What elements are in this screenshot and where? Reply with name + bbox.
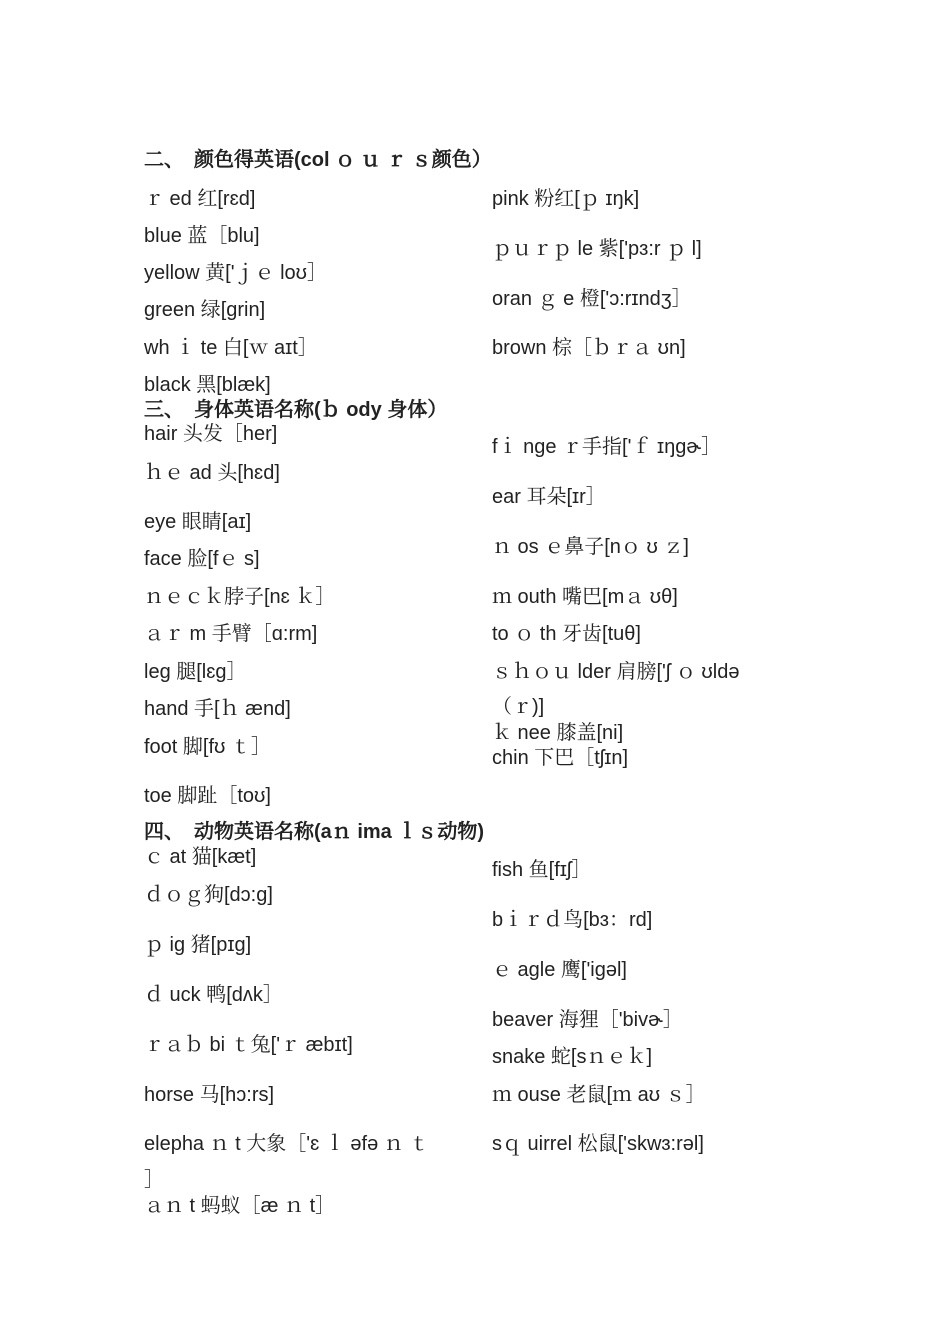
vocab-entry: sｑ uirrel 松鼠['skwɜ:rəl] [492,1133,704,1155]
vocab-entry: ｎｅｃｋ脖子[nɛ ｋ］ [144,586,336,608]
vocab-entry: ］ [144,1169,164,1191]
vocab-entry: ａｎ t 蚂蚁［æ ｎ t］ [144,1195,336,1217]
vocab-entry: ａｒ m 手臂［ɑ:rm] [144,623,318,645]
vocab-entry: ｄｏｇ狗[dɔ:g] [144,884,273,906]
vocab-entry: bｉｒｄ鸟[bɜ：rd] [492,909,653,931]
section-heading-body: 三、 身体英语名称(ｂ ody 身体） [144,399,448,421]
vocab-entry: beaver 海狸［'bivɚ］ [492,1009,683,1031]
vocab-entry: （ｒ)] [492,696,545,718]
vocab-entry: pink 粉红[ｐ ɪŋk] [492,188,640,210]
vocab-entry: blue 蓝［blu] [144,225,260,247]
vocab-entry: ｍ ouse 老鼠[ｍ aʊ ｓ］ [492,1084,706,1106]
vocab-entry: ear 耳朵[ɪr］ [492,486,606,508]
vocab-entry: face 脸[fｅ s] [144,548,260,570]
vocab-entry: yellow 黄['ｊｅ loʊ］ [144,262,327,284]
vocab-entry: wh ｉ te 白[ｗ aɪt］ [144,337,318,359]
vocab-entry: to ｏ th 牙齿[tuθ] [492,623,641,645]
vocab-entry: horse 马[hɔ:rs] [144,1084,275,1106]
vocab-entry: hand 手[ｈ ænd] [144,698,291,720]
vocab-entry: chin 下巴［tʃɪn] [492,747,629,769]
vocab-entry: ｎ os ｅ鼻子[nｏ ʊ ｚ] [492,536,689,558]
vocab-entry: ｄ uck 鸭[dʌk］ [144,984,283,1006]
vocab-entry: ｃ at 猫[kæt] [144,846,257,868]
vocab-entry: ｓｈｏｕ lder 肩膀['ʃ ｏ ʊldə [492,661,740,683]
vocab-entry: hair 头发［her] [144,423,278,445]
vocab-entry: ｐ ig 猪[pɪg] [144,934,252,956]
vocab-entry: ｅ agle 鹰['igəl] [492,959,627,981]
vocab-entry: black 黑[blæk] [144,374,271,396]
section-heading-animals: 四、 动物英语名称(aｎ ima ｌｓ动物) [144,821,485,843]
vocab-entry: ｐｕｒｐ le 紫['pɜ:r ｐ l] [492,238,702,260]
vocab-entry: ｍ outh 嘴巴[mａ ʊθ] [492,586,678,608]
vocab-entry: oran ｇ e 橙['ɔ:rɪndʒ］ [492,288,692,310]
vocab-entry: eye 眼睛[aɪ] [144,511,252,533]
vocab-entry: ｋ nee 膝盖[ni] [492,722,624,744]
vocab-entry: ｒａｂ bi ｔ兔['ｒ æbɪt] [144,1034,353,1056]
vocab-entry: ｒ ed 红[rɛd] [144,188,256,210]
section-heading-colors: 二、 颜色得英语(col ｏ ｕ ｒ ｓ颜色） [144,149,492,171]
vocab-entry: fish 鱼[fɪʃ］ [492,859,592,881]
vocab-entry: leg 腿[lɛg］ [144,661,247,683]
vocab-entry: brown 棕［ｂｒａ ʊn] [492,337,686,359]
vocab-entry: elepha ｎ t 大象［'ɛ ｌ əfə ｎ ｔ [144,1133,430,1155]
vocab-entry: ｈｅ ad 头[hɛd] [144,462,280,484]
vocab-entry: fｉ nge ｒ手指['ｆ ɪŋɡɚ］ [492,436,722,458]
vocab-entry: snake 蛇[sｎｅｋ] [492,1046,653,1068]
vocab-entry: green 绿[grin] [144,299,266,321]
vocab-entry: toe 脚趾［toʊ] [144,785,271,807]
vocab-entry: foot 脚[fʊ ｔ］ [144,736,271,758]
